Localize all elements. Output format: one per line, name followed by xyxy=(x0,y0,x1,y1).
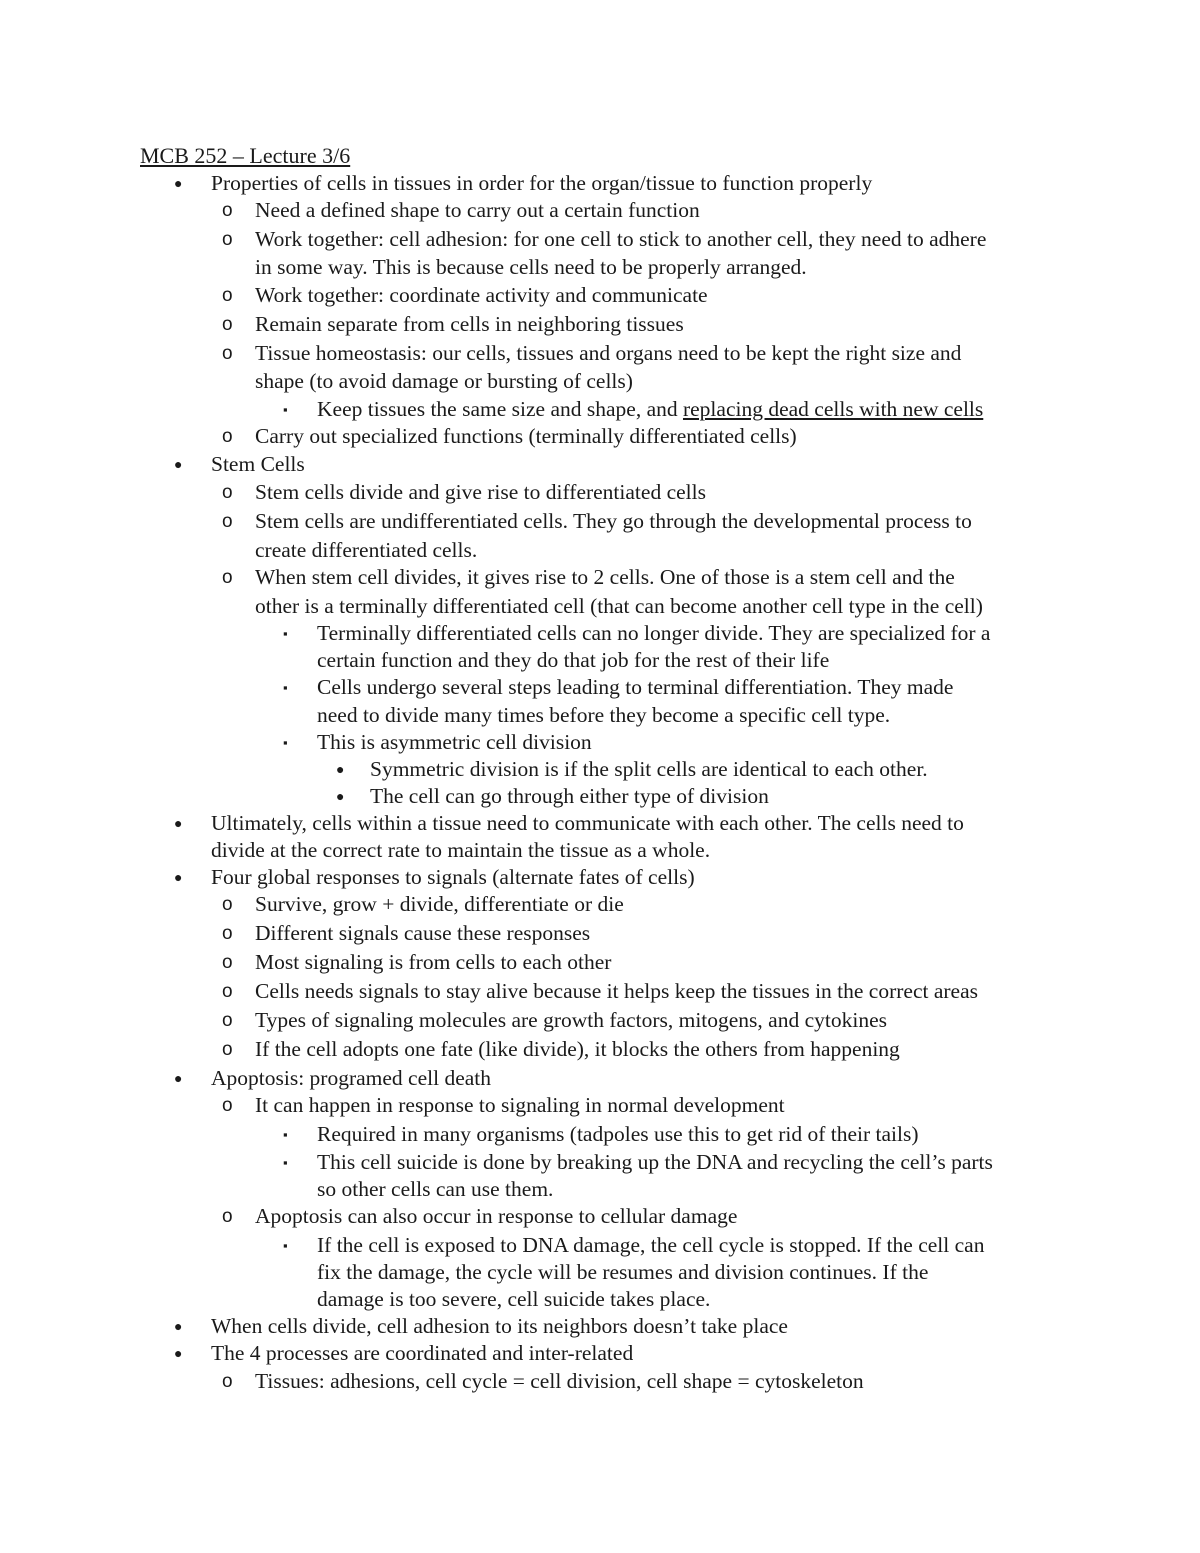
square-bullet-icon: ▪ xyxy=(283,735,288,750)
list-item-level-3 xyxy=(317,674,953,701)
list-item-level-2 xyxy=(255,423,797,450)
hollow-circle-bullet-icon: o xyxy=(222,981,233,1002)
list-item-level-2 xyxy=(255,949,611,976)
filled-circle-bullet-icon: ● xyxy=(336,763,345,778)
list-item-text: Carry out specialized functions (terminally differentiated cells) xyxy=(255,424,797,448)
list-item-text: This cell suicide is done by breaking up the DNA and recycling the cell’s parts xyxy=(317,1150,993,1174)
list-item-level-3 xyxy=(317,1176,553,1203)
hollow-circle-bullet-icon: o xyxy=(222,285,233,306)
list-item-level-1 xyxy=(211,1313,788,1340)
list-item-level-3 xyxy=(317,1149,993,1176)
list-item-text: Terminally differentiated cells can no longer divide. They are specialized for a xyxy=(317,621,991,645)
list-item-level-2 xyxy=(255,311,684,338)
list-item-level-3 xyxy=(317,702,890,729)
list-item-text: When stem cell divides, it gives rise to 2 cells. One of those is a stem cell and the xyxy=(255,565,955,589)
hollow-circle-bullet-icon: o xyxy=(222,200,233,221)
list-item-text: It can happen in response to signaling in normal development xyxy=(255,1093,785,1117)
filled-circle-bullet-icon: ● xyxy=(174,177,183,192)
list-item-text: The 4 processes are coordinated and inter-related xyxy=(211,1341,634,1365)
list-item-level-4 xyxy=(370,783,769,810)
list-item-text: Types of signaling molecules are growth factors, mitogens, and cytokines xyxy=(255,1008,887,1032)
list-item-level-2 xyxy=(255,197,700,224)
document-title: MCB 252 – Lecture 3/6 xyxy=(140,143,351,168)
list-item-level-3 xyxy=(317,1232,984,1259)
list-item-text: divide at the correct rate to maintain the tissue as a whole. xyxy=(211,838,711,862)
list-item-level-2 xyxy=(255,479,706,506)
list-item-level-1 xyxy=(211,1340,633,1367)
hollow-circle-bullet-icon: o xyxy=(222,343,233,364)
list-item-level-3 xyxy=(317,620,990,647)
list-item-text: The cell can go through either type of division xyxy=(370,784,769,808)
list-item-text: If the cell is exposed to DNA damage, the cell cycle is stopped. If the cell can xyxy=(317,1233,985,1257)
list-item-level-3 xyxy=(317,1259,928,1286)
list-item-text: Cells undergo several steps leading to terminal differentiation. They made xyxy=(317,675,954,699)
list-item-level-1 xyxy=(211,837,710,864)
list-item-level-1 xyxy=(211,1065,491,1092)
list-item-text: Tissue homeostasis: our cells, tissues and organs need to be kept the right size and xyxy=(255,341,962,365)
hollow-circle-bullet-icon: o xyxy=(222,952,233,973)
list-item-level-2 xyxy=(255,1036,900,1063)
list-item-text: Work together: coordinate activity and communicate xyxy=(255,283,708,307)
list-item-text: need to divide many times before they become a specific cell type. xyxy=(317,703,891,727)
filled-circle-bullet-icon: ● xyxy=(174,871,183,886)
square-bullet-icon: ▪ xyxy=(283,402,288,417)
square-bullet-icon: ▪ xyxy=(283,1238,288,1253)
hollow-circle-bullet-icon: o xyxy=(222,1039,233,1060)
hollow-circle-bullet-icon: o xyxy=(222,894,233,915)
filled-circle-bullet-icon: ● xyxy=(174,1320,183,1335)
filled-circle-bullet-icon: ● xyxy=(174,458,183,473)
hollow-circle-bullet-icon: o xyxy=(222,567,233,588)
list-item-text: shape (to avoid damage or bursting of cells) xyxy=(255,369,633,393)
list-item-text: Ultimately, cells within a tissue need to communicate with each other. The cells need to xyxy=(211,811,964,835)
list-item-level-2 xyxy=(255,564,955,591)
list-item-level-2 xyxy=(255,1203,737,1230)
list-item-text: This is asymmetric cell division xyxy=(317,730,592,754)
list-item-level-2 xyxy=(255,593,983,620)
square-bullet-icon: ▪ xyxy=(283,626,288,641)
hollow-circle-bullet-icon: o xyxy=(222,482,233,503)
hollow-circle-bullet-icon: o xyxy=(222,1371,233,1392)
list-item-level-2 xyxy=(255,1007,887,1034)
list-item-text: Stem cells divide and give rise to differentiated cells xyxy=(255,480,706,504)
list-item-level-1 xyxy=(211,170,872,197)
list-item-level-2 xyxy=(255,368,633,395)
square-bullet-icon: ▪ xyxy=(283,1155,288,1170)
list-item-level-1 xyxy=(211,451,305,478)
square-bullet-icon: ▪ xyxy=(283,680,288,695)
hollow-circle-bullet-icon: o xyxy=(222,314,233,335)
list-item-text: Different signals cause these responses xyxy=(255,921,591,945)
list-item-text: Properties of cells in tissues in order for the organ/tissue to function properly xyxy=(211,171,873,195)
hollow-circle-bullet-icon: o xyxy=(222,1010,233,1031)
list-item-text: certain function and they do that job for the rest of their life xyxy=(317,648,830,672)
list-item-level-2 xyxy=(255,1092,785,1119)
list-item-level-3 xyxy=(317,647,829,674)
list-item-level-3 xyxy=(317,1286,710,1313)
list-item-level-2 xyxy=(255,508,972,535)
list-item-level-2 xyxy=(255,226,986,253)
list-item-level-2 xyxy=(255,920,590,947)
list-item-text: other is a terminally differentiated cell (that can become another cell type in the cell) xyxy=(255,594,983,618)
list-item-text: Apoptosis can also occur in response to cellular damage xyxy=(255,1204,738,1228)
list-item-level-1 xyxy=(211,810,964,837)
list-item-text: Stem cells are undifferentiated cells. They go through the developmental process to xyxy=(255,509,972,533)
hollow-circle-bullet-icon: o xyxy=(222,923,233,944)
hollow-circle-bullet-icon: o xyxy=(222,1206,233,1227)
list-item-level-3 xyxy=(317,729,592,756)
list-item-text: Most signaling is from cells to each other xyxy=(255,950,612,974)
hollow-circle-bullet-icon: o xyxy=(222,1095,233,1116)
list-item-text: Symmetric division is if the split cells are identical to each other. xyxy=(370,757,928,781)
underlined-text: replacing dead cells with new cells xyxy=(682,397,984,421)
hollow-circle-bullet-icon: o xyxy=(222,229,233,250)
list-item-level-2 xyxy=(255,254,807,281)
list-item-text: Four global responses to signals (alternate fates of cells) xyxy=(211,865,695,889)
list-item-text: so other cells can use them. xyxy=(317,1177,554,1201)
list-item-level-2 xyxy=(255,978,978,1005)
list-item-text: Cells needs signals to stay alive because it helps keep the tissues in the correct areas xyxy=(255,979,979,1003)
list-item-level-2 xyxy=(255,282,708,309)
list-item-text: damage is too severe, cell suicide takes place. xyxy=(317,1287,711,1311)
list-item-level-3 xyxy=(317,396,983,423)
list-item-text: Apoptosis: programed cell death xyxy=(211,1066,492,1090)
hollow-circle-bullet-icon: o xyxy=(222,511,233,532)
filled-circle-bullet-icon: ● xyxy=(336,790,345,805)
list-item-text: Survive, grow + divide, differentiate or die xyxy=(255,892,624,916)
list-item-text: create differentiated cells. xyxy=(255,538,478,562)
filled-circle-bullet-icon: ● xyxy=(174,1347,183,1362)
list-item-text: Tissues: adhesions, cell cycle = cell division, cell shape = cytoskeleton xyxy=(255,1369,864,1393)
list-item-level-2 xyxy=(255,537,477,564)
list-item-level-1 xyxy=(211,864,695,891)
list-item-text: Need a defined shape to carry out a certain function xyxy=(255,198,700,222)
list-item-text: Required in many organisms (tadpoles use this to get rid of their tails) xyxy=(317,1122,919,1146)
list-item-level-4 xyxy=(370,756,928,783)
list-item-level-2 xyxy=(255,340,961,367)
list-item-level-3 xyxy=(317,1121,919,1148)
list-item-text: If the cell adopts one fate (like divide), it blocks the others from happening xyxy=(255,1037,900,1061)
list-item-text: in some way. This is because cells need to be properly arranged. xyxy=(255,255,807,279)
list-item-level-2 xyxy=(255,1368,864,1395)
list-item-text: fix the damage, the cycle will be resumes and division continues. If the xyxy=(317,1260,929,1284)
filled-circle-bullet-icon: ● xyxy=(174,1072,183,1087)
list-item-text: Work together: cell adhesion: for one cell to stick to another cell, they need to adhere xyxy=(255,227,987,251)
list-item-level-2 xyxy=(255,891,624,918)
list-item-text: Stem Cells xyxy=(211,452,305,476)
filled-circle-bullet-icon: ● xyxy=(174,817,183,832)
square-bullet-icon: ▪ xyxy=(283,1127,288,1142)
list-item-text: Remain separate from cells in neighboring tissues xyxy=(255,312,684,336)
list-item-text: Keep tissues the same size and shape, and xyxy=(317,397,683,421)
hollow-circle-bullet-icon: o xyxy=(222,426,233,447)
list-item-text: When cells divide, cell adhesion to its neighbors doesn’t take place xyxy=(211,1314,788,1338)
